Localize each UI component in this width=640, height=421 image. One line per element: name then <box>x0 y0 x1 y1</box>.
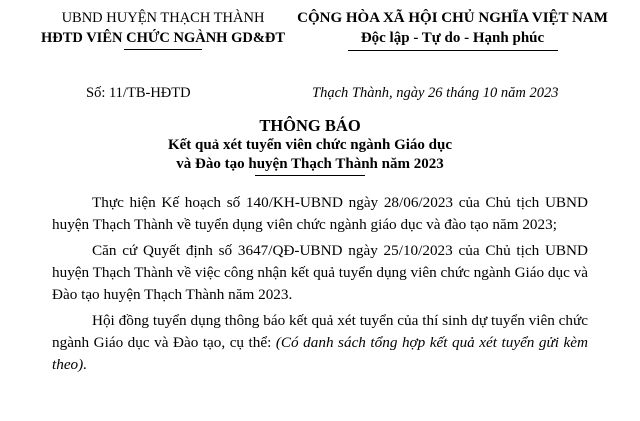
document-body <box>52 192 588 380</box>
title-block <box>40 116 580 176</box>
place-and-date: Thạch Thành, ngày 26 tháng 10 năm 2023 <box>312 85 559 101</box>
nation-name: CỘNG HÒA XÃ HỘI CHỦ NGHĨA VIỆT NAM <box>297 10 608 26</box>
council-name: HĐTD VIÊN CHỨC NGÀNH GD&ĐT <box>40 30 286 46</box>
body-paragraph-3-note: (Có danh sách tổng hợp kết quả xét tuyển gửi kèm theo). <box>52 334 588 373</box>
document-number: Số: 11/TB-HĐTD <box>86 85 191 101</box>
body-paragraph-3 <box>52 310 588 376</box>
document-subtitle-line1: Kết quả xét tuyển viên chức ngành Giáo dục <box>167 137 453 153</box>
agency-underline <box>124 49 202 50</box>
body-paragraph-3-text: Hội đồng tuyển dụng thông báo kết quả xét tuyển của thí sinh dự tuyển viên chức ngành Giáo dục và Đào tạo, cụ thể: <box>52 312 588 351</box>
document-title: THÔNG BÁO <box>259 116 361 135</box>
agency-name: UBND HUYỆN THẠCH THÀNH <box>61 10 265 26</box>
body-paragraph-1: Thực hiện Kế hoạch số 140/KH-UBND ngày 28/06/2023 của Chủ tịch UBND huyện Thạch Thành về tuyển dụng viên chức ngành giáo dục và đào tạo năm 2023; <box>52 194 588 233</box>
issuing-agency-block <box>38 8 288 50</box>
national-motto: Độc lập - Tự do - Hạnh phúc <box>360 30 545 46</box>
document-subtitle-line2: và Đào tạo huyện Thạch Thành năm 2023 <box>176 156 444 172</box>
title-underline <box>255 175 365 176</box>
national-title-block <box>285 8 620 51</box>
body-paragraph-2: Căn cứ Quyết định số 3647/QĐ-UBND ngày 25/10/2023 của Chủ tịch UBND huyện Thạch Thành về việc công nhận kết quả tuyển dụng viên chức ngành Giáo dục và Đào tạo huyện Thạch Thành năm 2023. <box>52 242 588 303</box>
motto-underline <box>348 50 558 51</box>
